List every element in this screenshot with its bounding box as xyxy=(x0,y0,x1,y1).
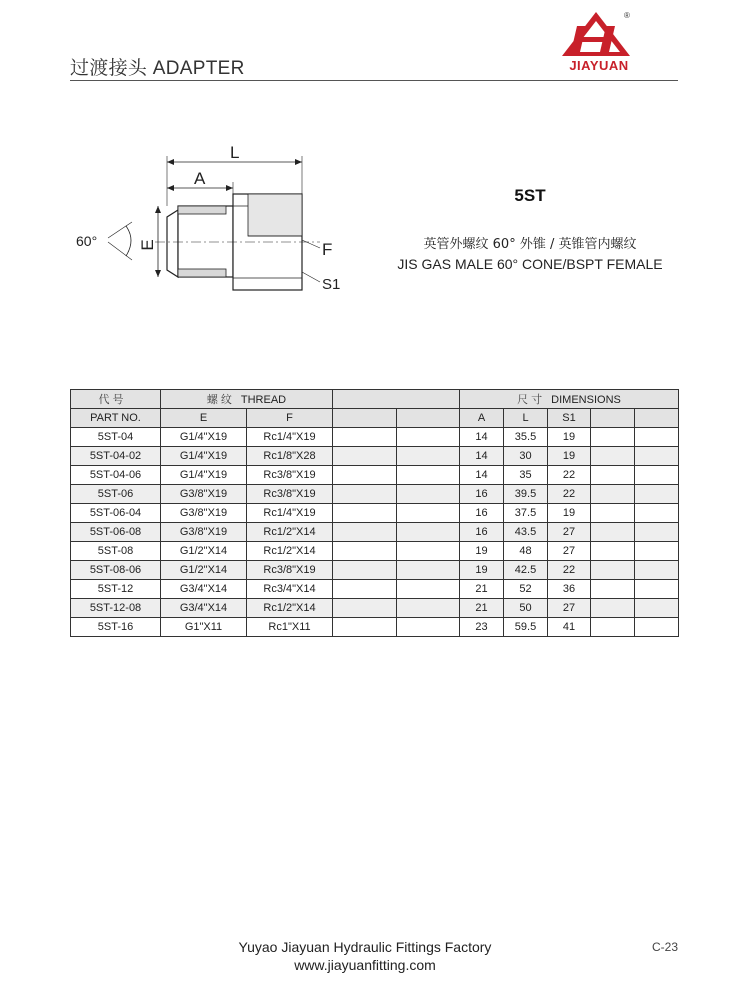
cell-f: Rc3/8"X19 xyxy=(247,485,333,504)
footer-website: www.jiayuanfitting.com xyxy=(294,957,436,973)
cell-blank xyxy=(397,466,460,485)
cell-part: 5ST-12 xyxy=(71,580,161,599)
cell-blank xyxy=(635,561,679,580)
cell-l: 37.5 xyxy=(504,504,548,523)
registered-mark: ® xyxy=(624,11,630,20)
cell-s1: 27 xyxy=(548,599,591,618)
cell-blank xyxy=(333,428,397,447)
cell-blank xyxy=(635,580,679,599)
cell-blank xyxy=(591,466,635,485)
cell-blank xyxy=(591,523,635,542)
page-number: C-23 xyxy=(651,940,678,954)
cell-part: 5ST-12-08 xyxy=(71,599,161,618)
adapter-drawing xyxy=(70,140,360,300)
cell-part: 5ST-08-06 xyxy=(71,561,161,580)
cell-l: 42.5 xyxy=(504,561,548,580)
cell-a: 16 xyxy=(460,504,504,523)
cell-e: G1/4"X19 xyxy=(161,428,247,447)
cell-e: G1"X11 xyxy=(161,618,247,637)
cell-blank xyxy=(333,485,397,504)
cell-part: 5ST-04-06 xyxy=(71,466,161,485)
cell-part: 5ST-08 xyxy=(71,542,161,561)
cell-a: 19 xyxy=(460,561,504,580)
cell-blank xyxy=(397,542,460,561)
cell-blank xyxy=(591,428,635,447)
cell-l: 35 xyxy=(504,466,548,485)
cell-blank xyxy=(397,523,460,542)
cell-f: Rc1/4"X19 xyxy=(247,504,333,523)
column-header-blank xyxy=(591,409,635,428)
cell-e: G3/8"X19 xyxy=(161,523,247,542)
table-row xyxy=(71,485,679,504)
cell-blank xyxy=(397,428,460,447)
table-row xyxy=(71,523,679,542)
cell-f: Rc1/8"X28 xyxy=(247,447,333,466)
cell-blank xyxy=(397,618,460,637)
model-code: 5ST xyxy=(514,186,546,205)
cell-s1: 22 xyxy=(548,466,591,485)
cell-f: Rc3/8"X19 xyxy=(247,561,333,580)
header-dimensions-group: 尺寸 DIMENSIONS xyxy=(460,390,679,409)
angle-label: 60° xyxy=(76,233,98,249)
cell-blank xyxy=(333,504,397,523)
column-header-e: E xyxy=(161,409,247,428)
cell-blank xyxy=(635,447,679,466)
cell-blank xyxy=(333,618,397,637)
cell-part: 5ST-16 xyxy=(71,618,161,637)
cell-l: 35.5 xyxy=(504,428,548,447)
cell-f: Rc1/2"X14 xyxy=(247,599,333,618)
cell-blank xyxy=(333,447,397,466)
cell-f: Rc3/8"X19 xyxy=(247,466,333,485)
cell-s1: 19 xyxy=(548,447,591,466)
table-row xyxy=(71,580,679,599)
cell-l: 30 xyxy=(504,447,548,466)
cell-e: G1/2"X14 xyxy=(161,561,247,580)
cell-blank xyxy=(591,447,635,466)
table-row xyxy=(71,599,679,618)
cell-l: 59.5 xyxy=(504,618,548,637)
cell-a: 16 xyxy=(460,485,504,504)
description-chinese: 英管外螺纹 60° 外锥 / 英锥管内螺纹 xyxy=(423,237,637,252)
cell-blank xyxy=(635,523,679,542)
page-title: 过渡接头 ADAPTER xyxy=(70,58,245,79)
table-row xyxy=(71,542,679,561)
cell-blank xyxy=(333,542,397,561)
cell-e: G3/4"X14 xyxy=(161,580,247,599)
cell-f: Rc1/2"X14 xyxy=(247,523,333,542)
cell-blank xyxy=(591,599,635,618)
cell-f: Rc1"X11 xyxy=(247,618,333,637)
column-header-a: A xyxy=(460,409,504,428)
table-body xyxy=(71,428,679,637)
description-english: JIS GAS MALE 60° CONE/BSPT FEMALE xyxy=(397,256,663,272)
table-row xyxy=(71,504,679,523)
cell-a: 19 xyxy=(460,542,504,561)
cell-l: 52 xyxy=(504,580,548,599)
cell-blank xyxy=(397,580,460,599)
header-part-group: 代号 xyxy=(71,390,161,409)
cell-s1: 27 xyxy=(548,523,591,542)
title-divider xyxy=(70,80,678,81)
brand-name: JIAYUAN xyxy=(569,58,629,73)
cell-e: G1/4"X19 xyxy=(161,466,247,485)
dimension-label-l: L xyxy=(230,143,240,162)
cell-a: 21 xyxy=(460,599,504,618)
table-row xyxy=(71,466,679,485)
column-header-part: PART NO. xyxy=(71,409,161,428)
cell-e: G3/4"X14 xyxy=(161,599,247,618)
cell-part: 5ST-06-04 xyxy=(71,504,161,523)
cell-blank xyxy=(635,504,679,523)
cell-blank xyxy=(591,580,635,599)
cell-part: 5ST-06 xyxy=(71,485,161,504)
cell-f: Rc1/4"X19 xyxy=(247,428,333,447)
cell-e: G3/8"X19 xyxy=(161,504,247,523)
dimension-label-e: E xyxy=(138,239,157,251)
cell-l: 48 xyxy=(504,542,548,561)
header-thread-group: 螺纹 THREAD xyxy=(161,390,333,409)
table-header-group-row xyxy=(71,390,679,409)
cell-part: 5ST-04-02 xyxy=(71,447,161,466)
dimension-label-f: F xyxy=(322,240,333,259)
cell-blank xyxy=(333,523,397,542)
cell-s1: 27 xyxy=(548,542,591,561)
cell-e: G1/2"X14 xyxy=(161,542,247,561)
cell-blank xyxy=(635,466,679,485)
cell-blank xyxy=(333,466,397,485)
cell-blank xyxy=(591,542,635,561)
table-row xyxy=(71,618,679,637)
column-header-blank xyxy=(635,409,679,428)
table-row xyxy=(71,428,679,447)
table-header-column-row xyxy=(71,409,679,428)
cell-blank xyxy=(333,561,397,580)
table-row xyxy=(71,561,679,580)
cell-blank xyxy=(635,618,679,637)
cell-blank xyxy=(397,447,460,466)
cell-blank xyxy=(591,504,635,523)
cell-l: 50 xyxy=(504,599,548,618)
cell-a: 21 xyxy=(460,580,504,599)
dimension-label-a: A xyxy=(194,169,206,188)
cell-s1: 41 xyxy=(548,618,591,637)
cell-a: 16 xyxy=(460,523,504,542)
cell-f: Rc1/2"X14 xyxy=(247,542,333,561)
cell-blank xyxy=(333,599,397,618)
column-header-l: L xyxy=(504,409,548,428)
cell-e: G1/4"X19 xyxy=(161,447,247,466)
cell-a: 14 xyxy=(460,447,504,466)
cell-blank xyxy=(591,618,635,637)
cell-l: 39.5 xyxy=(504,485,548,504)
cell-blank xyxy=(397,485,460,504)
cell-s1: 36 xyxy=(548,580,591,599)
cell-blank xyxy=(635,599,679,618)
cell-blank xyxy=(635,542,679,561)
column-header-f: F xyxy=(247,409,333,428)
cell-blank xyxy=(397,561,460,580)
cell-part: 5ST-04 xyxy=(71,428,161,447)
cell-blank xyxy=(333,580,397,599)
cell-blank xyxy=(397,599,460,618)
dimension-label-s1: S1 xyxy=(322,276,341,293)
cell-blank xyxy=(397,504,460,523)
table-row xyxy=(71,447,679,466)
footer-company: Yuyao Jiayuan Hydraulic Fittings Factory xyxy=(238,939,492,955)
column-header-blank xyxy=(333,409,397,428)
cell-blank xyxy=(635,485,679,504)
cell-f: Rc3/4"X14 xyxy=(247,580,333,599)
column-header-s1: S1 xyxy=(548,409,591,428)
cell-l: 43.5 xyxy=(504,523,548,542)
cell-s1: 19 xyxy=(548,428,591,447)
cell-blank xyxy=(635,428,679,447)
cell-part: 5ST-06-08 xyxy=(71,523,161,542)
column-header-blank xyxy=(397,409,460,428)
cell-a: 23 xyxy=(460,618,504,637)
cell-blank xyxy=(591,561,635,580)
cell-s1: 22 xyxy=(548,561,591,580)
spec-table xyxy=(70,389,679,637)
cell-s1: 19 xyxy=(548,504,591,523)
cell-e: G3/8"X19 xyxy=(161,485,247,504)
cell-blank xyxy=(591,485,635,504)
cell-a: 14 xyxy=(460,428,504,447)
header-blank-group xyxy=(333,390,460,409)
cell-a: 14 xyxy=(460,466,504,485)
cell-s1: 22 xyxy=(548,485,591,504)
